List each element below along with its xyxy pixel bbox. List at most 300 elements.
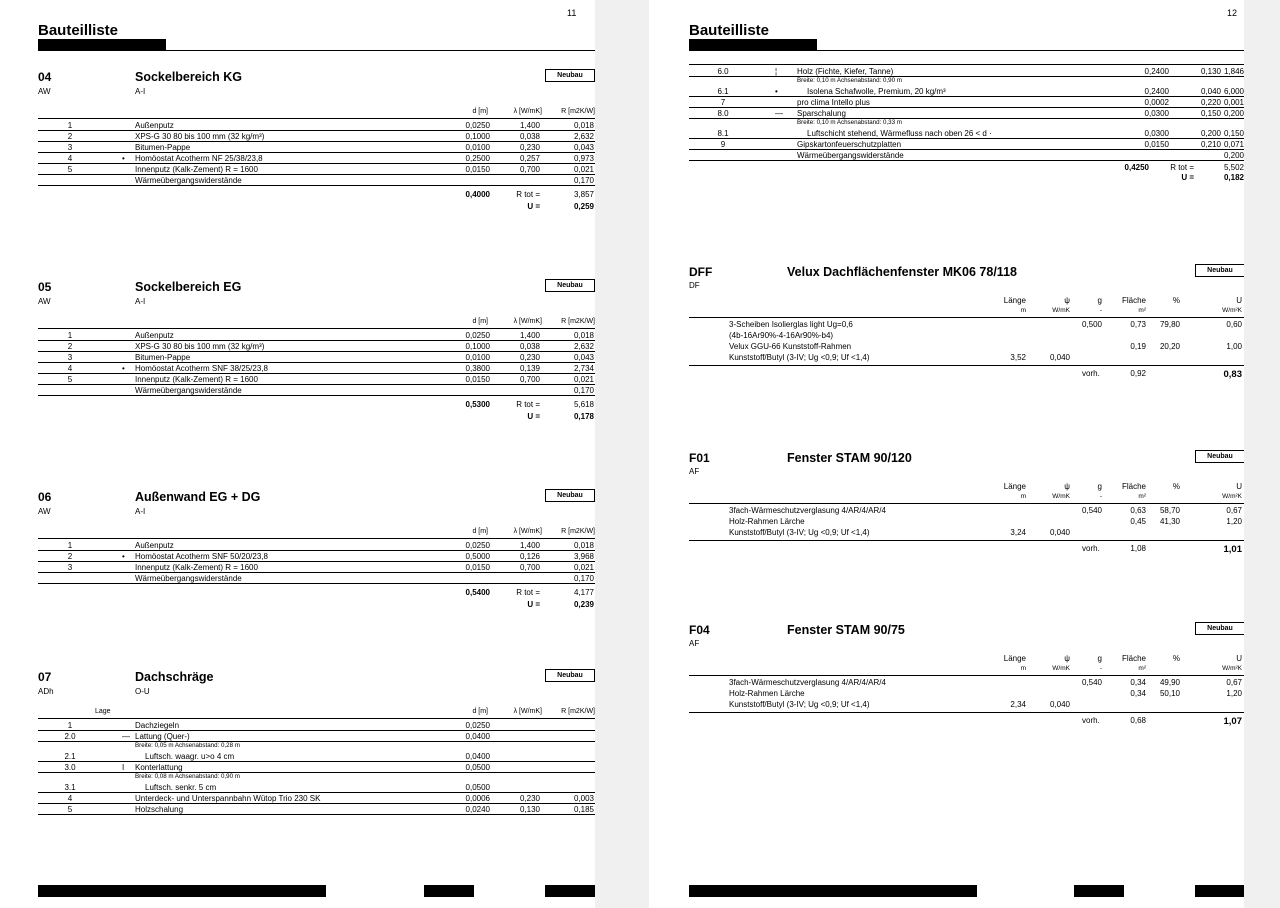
layer-name: XPS-G 30 80 bis 100 mm (32 kg/m³) [135, 342, 265, 351]
layer-lambda: 0,230 [519, 794, 540, 803]
layer-marker: — [122, 732, 130, 741]
block-id: 04 [38, 70, 52, 84]
layer-resistance: 0,170 [573, 386, 594, 395]
layer-resistance: 2,632 [573, 132, 594, 141]
window-percent: 58,70 [1159, 506, 1180, 515]
layer-name: Dachziegeln [135, 721, 180, 730]
layer-number: 1 [67, 721, 73, 730]
window-unit: W/m²K [1222, 665, 1242, 672]
layer-number: 1 [67, 121, 73, 130]
layer-thickness: 0,0150 [465, 165, 490, 174]
layer-number: 1 [67, 331, 73, 340]
layer-thickness: 0,1000 [465, 132, 490, 141]
layer-number: 5 [67, 165, 73, 174]
layer-lambda: 0,040 [1200, 87, 1221, 96]
window-area: 0,34 [1130, 678, 1146, 687]
layer-number: 2 [67, 342, 73, 351]
layer-thickness: 0,0100 [465, 143, 490, 152]
layer-name: Innenputz (Kalk-Zement) R = 1600 [135, 375, 258, 384]
layer-note: Breite: 0,05 m Achsenabstand: 0,28 m [135, 742, 240, 749]
layer-name: Holz (Fichte, Kiefer, Tanne) [797, 67, 894, 76]
layer-row [38, 742, 595, 751]
page-title: Bauteilliste [38, 22, 119, 39]
layer-lambda: 0,126 [519, 552, 540, 561]
layer-marker: • [122, 364, 125, 373]
window-percent: 50,10 [1159, 689, 1180, 698]
table-rule [38, 118, 595, 119]
window-row [649, 700, 1244, 711]
layer-thickness: 0,0400 [465, 752, 490, 761]
window-header: U [1236, 296, 1242, 305]
window-component: Holz-Rahmen Lärche [729, 517, 805, 526]
layer-thickness: 0,0250 [465, 331, 490, 340]
layer-number: 2 [67, 552, 73, 561]
block-type: AW [38, 507, 51, 516]
window-g: 0,500 [1081, 320, 1102, 329]
window-row [649, 353, 1244, 364]
footer-redaction-bar [689, 885, 977, 897]
header-r: R [m2K/W] [561, 708, 595, 715]
layer-name: Wärmeübergangswiderstände [135, 176, 242, 185]
window-header: ψ [1064, 296, 1070, 305]
page-12 [649, 0, 1244, 908]
layer-thickness: 0,0150 [465, 563, 490, 572]
layer-lambda: 0,200 [1200, 129, 1221, 138]
window-header: U [1236, 654, 1242, 663]
window-percent: 79,80 [1159, 320, 1180, 329]
window-percent: 20,20 [1159, 342, 1180, 351]
block-name: Außenwand EG + DG [135, 490, 261, 504]
window-row [649, 528, 1244, 539]
total-u: 1,07 [1223, 716, 1242, 727]
layer-name: Isolena Schafwolle, Premium, 20 kg/m³ [807, 87, 946, 96]
layer-resistance: 0,043 [573, 143, 594, 152]
layer-resistance: 0,021 [573, 375, 594, 384]
layer-number: 2.1 [64, 752, 76, 761]
u-label: U = [527, 202, 540, 211]
layer-marker: • [775, 87, 778, 96]
window-component: Velux GGU-66 Kunststoff-Rahmen [729, 342, 852, 351]
layer-row [38, 164, 595, 175]
layer-resistance: 0,185 [573, 805, 594, 814]
u-value: 0,239 [573, 600, 594, 609]
window-header: Fläche [1121, 482, 1146, 491]
total-thickness: 0,4000 [465, 190, 490, 199]
layer-thickness: 0,2400 [1144, 87, 1169, 96]
redaction-bar [38, 39, 166, 50]
u-value: 0,178 [573, 412, 594, 421]
block-subtype: O-U [135, 687, 150, 696]
layer-thickness: 0,0300 [1144, 109, 1169, 118]
window-name: Fenster STAM 90/120 [787, 451, 912, 465]
neubau-badge: Neubau [1195, 622, 1244, 635]
layer-thickness: 0,0300 [1144, 129, 1169, 138]
rtot-label: R tot = [1170, 163, 1194, 172]
layer-resistance: 0,170 [573, 574, 594, 583]
layer-row [38, 175, 595, 186]
layer-name: Außenputz [135, 121, 174, 130]
table-rule [38, 718, 595, 719]
layer-name: Luftschicht stehend, Wärmefluss nach oben 26 < d · [807, 129, 992, 138]
layer-resistance: 0,973 [573, 154, 594, 163]
window-unit: W/mK [1052, 665, 1070, 672]
layer-row [38, 804, 595, 815]
window-area: 0,19 [1130, 342, 1146, 351]
window-header: U [1236, 482, 1242, 491]
layer-number: 4 [67, 794, 73, 803]
window-row [649, 342, 1244, 353]
layer-lambda: 0,038 [519, 342, 540, 351]
header-d: d [m] [472, 108, 488, 115]
window-unit: - [1099, 493, 1102, 500]
layer-resistance: 0,003 [573, 794, 594, 803]
u-label: U = [1181, 173, 1194, 182]
table-rule [689, 675, 1244, 676]
window-unit: m [1020, 307, 1026, 314]
window-psi: 0,040 [1049, 353, 1070, 362]
window-unit: m [1020, 665, 1026, 672]
table-rule [689, 540, 1244, 541]
window-u: 0,67 [1226, 506, 1242, 515]
layer-lambda: 0,150 [1200, 109, 1221, 118]
layer-number: 6.0 [717, 67, 729, 76]
window-g: 0,540 [1081, 506, 1102, 515]
layer-number: 8.1 [717, 129, 729, 138]
layer-lambda: 0,257 [519, 154, 540, 163]
layer-name: Bitumen-Pappe [135, 143, 191, 152]
layer-resistance: 0,170 [573, 176, 594, 185]
layer-number: 3.1 [64, 783, 76, 792]
redaction-bar [689, 39, 817, 50]
total-thickness: 0,4250 [1124, 163, 1149, 172]
layer-number: 3 [67, 563, 73, 572]
layer-lambda: 0,220 [1200, 98, 1221, 107]
layer-number: 3 [67, 143, 73, 152]
u-label: U = [527, 600, 540, 609]
window-header: g [1097, 482, 1102, 491]
window-header: Länge [1003, 482, 1026, 491]
layer-thickness: 0,0500 [465, 763, 490, 772]
layer-name: Bitumen-Pappe [135, 353, 191, 362]
layer-thickness: 0,0150 [1144, 140, 1169, 149]
block-name: Sockelbereich EG [135, 280, 242, 294]
layer-row [38, 352, 595, 363]
layer-name: Sparschalung [797, 109, 846, 118]
layer-name: Luftsch. senkr. 5 cm [145, 783, 217, 792]
table-rule [689, 64, 1244, 65]
layer-name: Innenputz (Kalk-Zement) R = 1600 [135, 563, 258, 572]
vorh-label: vorh. [1082, 716, 1100, 725]
neubau-badge: Neubau [1195, 450, 1244, 463]
layer-number: 3 [67, 353, 73, 362]
layer-marker: ¦ [775, 67, 778, 76]
vorh-label: vorh. [1082, 369, 1100, 378]
page-number: 11 [567, 8, 577, 18]
layer-note: Breite: 0,10 m Achsenabstand: 0,90 m [797, 77, 902, 84]
page-11 [0, 0, 595, 908]
window-area: 0,63 [1130, 506, 1146, 515]
layer-number: 6.1 [717, 87, 729, 96]
layer-lambda: 1,400 [519, 121, 540, 130]
layer-row [38, 142, 595, 153]
layer-resistance: 3,968 [573, 552, 594, 561]
window-unit: - [1099, 307, 1102, 314]
window-component: (4b-16Ar90%-4-16Ar90%-b4) [729, 331, 834, 340]
layer-thickness: 0,1000 [465, 342, 490, 351]
total-u: 1,01 [1223, 544, 1242, 555]
layer-row [38, 562, 595, 573]
total-thickness: 0,5400 [465, 588, 490, 597]
layer-name: Holzschalung [135, 805, 184, 814]
header-r: R [m2K/W] [561, 108, 595, 115]
layer-name: XPS-G 30 80 bis 100 mm (32 kg/m³) [135, 132, 265, 141]
block-id: 07 [38, 670, 52, 684]
layer-number: 2.0 [64, 732, 76, 741]
layer-name: Konterlattung [135, 763, 183, 772]
window-unit: m² [1138, 493, 1146, 500]
window-type: AF [689, 467, 700, 476]
window-id: DFF [689, 265, 713, 279]
header-d: d [m] [472, 528, 488, 535]
layer-name: Unterdeck- und Unterspannbahn Wütop Trio 230 SK [135, 794, 321, 803]
layer-thickness: 0,0002 [1144, 98, 1169, 107]
block-subtype: A-I [135, 87, 146, 96]
layer-thickness: 0,0240 [465, 805, 490, 814]
footer-redaction-bar [1195, 885, 1244, 897]
vorh-label: vorh. [1082, 544, 1100, 553]
layer-resistance: 0,200 [1223, 151, 1244, 160]
table-rule [689, 503, 1244, 504]
layer-note: Breite: 0,08 m Achsenabstand: 0,90 m [135, 773, 240, 780]
layer-thickness: 0,0400 [465, 732, 490, 741]
layer-marker: • [122, 154, 125, 163]
total-area: 0,92 [1130, 369, 1146, 378]
rtot-label: R tot = [516, 190, 540, 199]
window-area: 0,73 [1130, 320, 1146, 329]
neubau-badge: Neubau [545, 69, 595, 82]
layer-name: Außenputz [135, 541, 174, 550]
window-unit: m [1020, 493, 1026, 500]
neubau-badge: Neubau [1195, 264, 1244, 277]
block-id: 06 [38, 490, 52, 504]
header-lambda: λ [W/mK] [513, 708, 542, 715]
block-name: Dachschräge [135, 670, 214, 684]
window-component: 3-Scheiben Isolierglas light Ug=0,6 [729, 320, 853, 329]
window-name: Fenster STAM 90/75 [787, 623, 905, 637]
window-type: DF [689, 281, 700, 290]
layer-resistance: 2,734 [573, 364, 594, 373]
layer-resistance: 0,071 [1223, 140, 1244, 149]
table-rule [689, 712, 1244, 713]
window-unit: m² [1138, 307, 1146, 314]
window-id: F01 [689, 451, 710, 465]
window-component: Kunststoff/Butyl (3-IV; Ug <0,9; Uf <1,4) [729, 353, 870, 362]
window-unit: - [1099, 665, 1102, 672]
layer-name: Lattung (Quer-) [135, 732, 190, 741]
rtot-label: R tot = [516, 588, 540, 597]
layer-lambda: 0,038 [519, 132, 540, 141]
header-lambda: λ [W/mK] [513, 528, 542, 535]
layer-number: 9 [720, 140, 726, 149]
layer-name: Wärmeübergangswiderstände [797, 151, 904, 160]
layer-thickness: 0,0006 [465, 794, 490, 803]
layer-resistance: 2,632 [573, 342, 594, 351]
layer-row [38, 762, 595, 773]
layer-number: 3.0 [64, 763, 76, 772]
layer-number: 5 [67, 805, 73, 814]
neubau-badge: Neubau [545, 669, 595, 682]
block-type: ADh [38, 687, 54, 696]
layer-lambda: 0,139 [519, 364, 540, 373]
table-rule [689, 365, 1244, 366]
window-header: Länge [1003, 296, 1026, 305]
window-component: 3fach-Wärmeschutzverglasung 4/AR/4/AR/4 [729, 678, 886, 687]
header-r: R [m2K/W] [561, 318, 595, 325]
rtot-value: 5,618 [573, 400, 594, 409]
footer-redaction-bar [1074, 885, 1124, 897]
layer-resistance: 0,200 [1223, 109, 1244, 118]
u-value: 0,182 [1223, 173, 1244, 182]
layer-lambda: 0,130 [519, 805, 540, 814]
total-area: 0,68 [1130, 716, 1146, 725]
layer-row [689, 86, 1244, 97]
layer-lambda: 0,700 [519, 563, 540, 572]
window-unit: m² [1138, 665, 1146, 672]
layer-row [38, 120, 595, 131]
block-subtype: A-I [135, 507, 146, 516]
window-u: 1,00 [1226, 342, 1242, 351]
header-r: R [m2K/W] [561, 528, 595, 535]
rtot-value: 3,857 [573, 190, 594, 199]
window-header: Fläche [1121, 296, 1146, 305]
window-u: 1,20 [1226, 689, 1242, 698]
window-id: F04 [689, 623, 710, 637]
block-type: AW [38, 87, 51, 96]
block-name: Sockelbereich KG [135, 70, 242, 84]
window-row [649, 517, 1244, 528]
layer-thickness: 0,0250 [465, 541, 490, 550]
layer-resistance: 0,021 [573, 563, 594, 572]
layer-row [689, 139, 1244, 150]
layer-name: Homöostat Acotherm SNF 50/20/23,8 [135, 552, 268, 561]
window-area: 0,34 [1130, 689, 1146, 698]
layer-resistance: 0,001 [1223, 98, 1244, 107]
header-rule [38, 50, 595, 51]
window-header: g [1097, 654, 1102, 663]
window-header: % [1172, 296, 1180, 305]
layer-resistance: 0,021 [573, 165, 594, 174]
window-header: ψ [1064, 482, 1070, 491]
rtot-label: R tot = [516, 400, 540, 409]
layer-number: 1 [67, 541, 73, 550]
layer-thickness: 0,0250 [465, 721, 490, 730]
window-g: 0,540 [1081, 678, 1102, 687]
window-unit: W/m²K [1222, 493, 1242, 500]
layer-thickness: 0,0100 [465, 353, 490, 362]
layer-row [689, 66, 1244, 77]
layer-resistance: 0,018 [573, 541, 594, 550]
window-component: Kunststoff/Butyl (3-IV; Ug <0,9; Uf <1,4) [729, 528, 870, 537]
total-thickness: 0,5300 [465, 400, 490, 409]
layer-resistance: 0,018 [573, 121, 594, 130]
layer-name: Wärmeübergangswiderstände [135, 386, 242, 395]
layer-row [38, 153, 595, 164]
layer-row [38, 341, 595, 352]
footer-redaction-bar [38, 885, 326, 897]
window-unit: W/mK [1052, 307, 1070, 314]
window-unit: W/mK [1052, 493, 1070, 500]
footer-redaction-bar [545, 885, 595, 897]
layer-row [38, 540, 595, 551]
layer-name: Homöostat Acotherm NF 25/38/23,8 [135, 154, 263, 163]
layer-row [38, 131, 595, 142]
window-row [649, 689, 1244, 700]
header-d: d [m] [472, 318, 488, 325]
page-title: Bauteilliste [689, 22, 770, 39]
table-rule [38, 328, 595, 329]
layer-thickness: 0,0250 [465, 121, 490, 130]
layer-resistance: 6,000 [1223, 87, 1244, 96]
layer-row [38, 731, 595, 742]
window-header: ψ [1064, 654, 1070, 663]
layer-resistance: 0,043 [573, 353, 594, 362]
footer-redaction-bar [424, 885, 474, 897]
layer-row [689, 97, 1244, 108]
layer-row [689, 77, 1244, 86]
window-header: g [1097, 296, 1102, 305]
header-d: d [m] [472, 708, 488, 715]
window-row [649, 678, 1244, 689]
lage-header: Lage [95, 708, 111, 715]
layer-note: Breite: 0,10 m Achsenabstand: 0,33 m [797, 119, 902, 126]
layer-number: 7 [720, 98, 726, 107]
layer-row [38, 385, 595, 396]
layer-resistance: 1,846 [1223, 67, 1244, 76]
window-header: Fläche [1121, 654, 1146, 663]
layer-thickness: 0,5000 [465, 552, 490, 561]
layer-name: Außenputz [135, 331, 174, 340]
window-component: Kunststoff/Butyl (3-IV; Ug <0,9; Uf <1,4) [729, 700, 870, 709]
layer-name: Gipskartonfeuerschutzplatten [797, 140, 902, 149]
layer-thickness: 0,2500 [465, 154, 490, 163]
u-value: 0,259 [573, 202, 594, 211]
window-psi: 0,040 [1049, 528, 1070, 537]
layer-row [38, 330, 595, 341]
window-row [649, 320, 1244, 331]
layer-marker: I [122, 763, 125, 772]
u-label: U = [527, 412, 540, 421]
layer-lambda: 0,230 [519, 143, 540, 152]
window-u: 0,67 [1226, 678, 1242, 687]
total-area: 1,08 [1130, 544, 1146, 553]
rtot-value: 5,502 [1223, 163, 1244, 172]
window-component: 3fach-Wärmeschutzverglasung 4/AR/4/AR/4 [729, 506, 886, 515]
layer-row [689, 150, 1244, 161]
layer-name: Homöostat Acotherm SNF 38/25/23,8 [135, 364, 268, 373]
layer-marker: — [775, 109, 783, 118]
window-name: Velux Dachflächenfenster MK06 78/118 [787, 265, 1017, 279]
layer-name: Luftsch. waagr. u>o 4 cm [145, 752, 235, 761]
window-header: % [1172, 654, 1180, 663]
window-unit: W/m²K [1222, 307, 1242, 314]
window-psi: 0,040 [1049, 700, 1070, 709]
total-u: 0,83 [1223, 369, 1242, 380]
layer-row [38, 782, 595, 793]
window-area: 0,45 [1130, 517, 1146, 526]
layer-row [689, 119, 1244, 128]
layer-row [38, 374, 595, 385]
layer-row [38, 773, 595, 782]
